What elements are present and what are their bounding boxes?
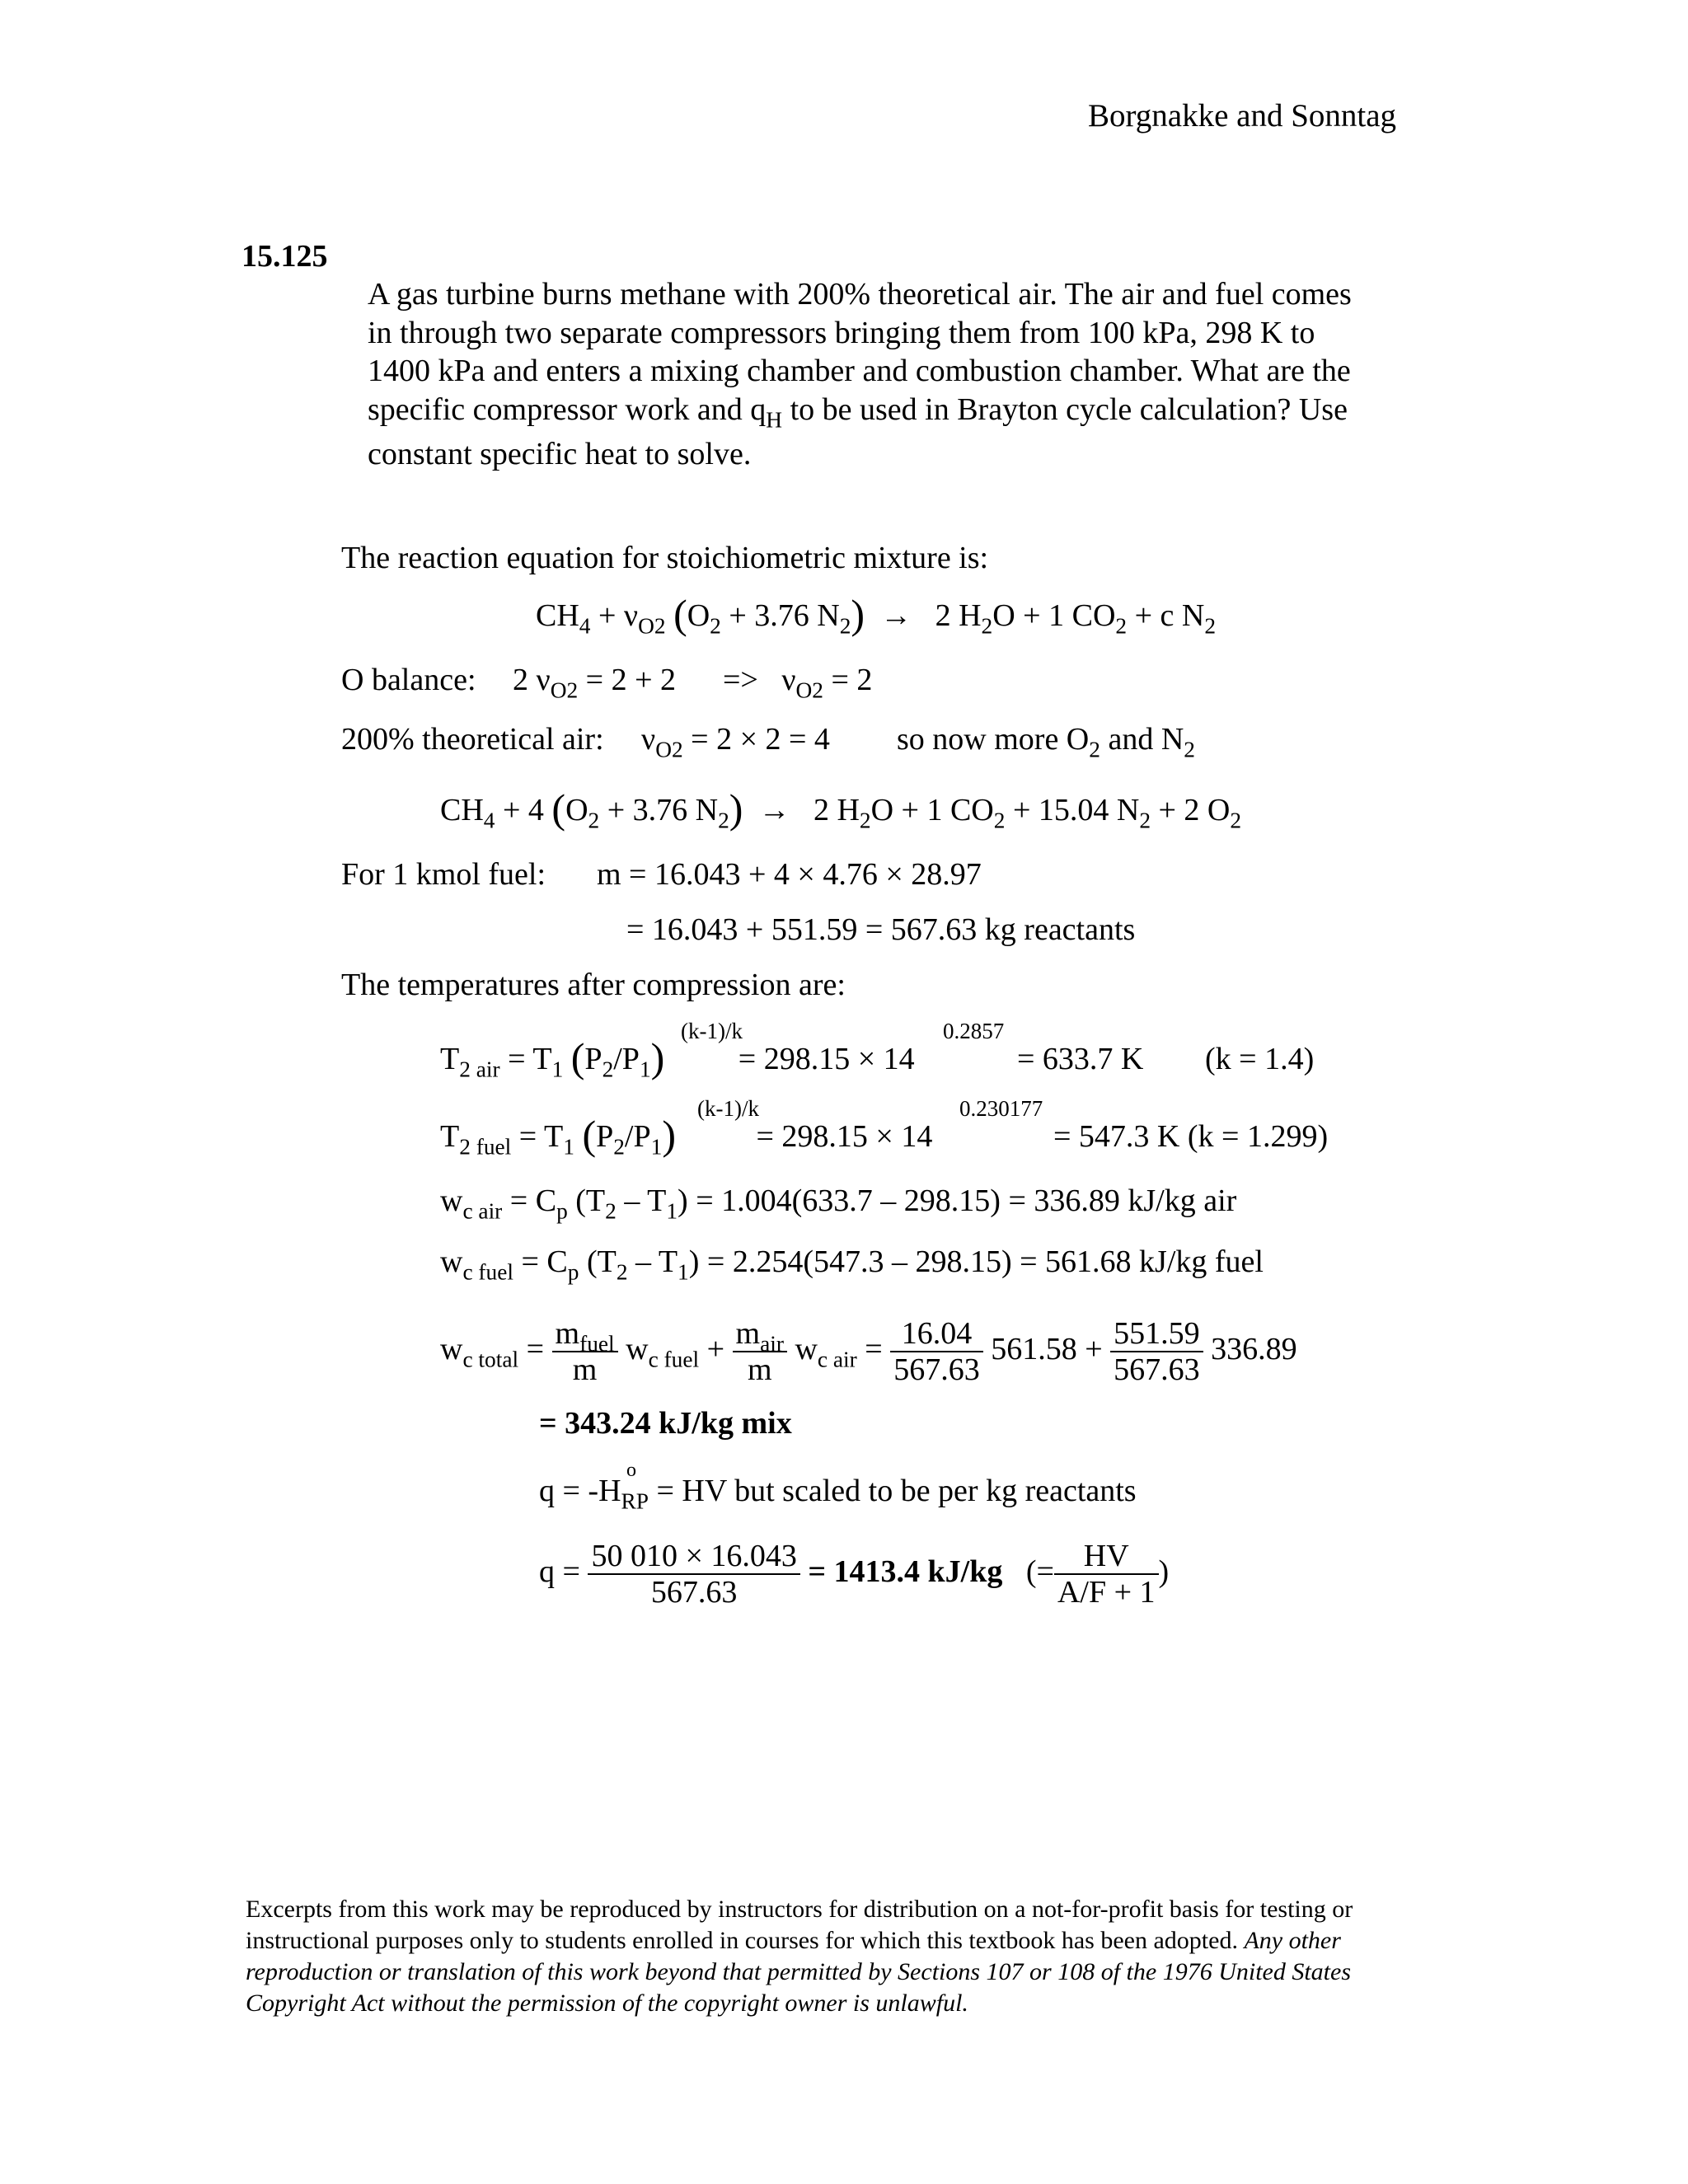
frac-q: $\frac{50 010 \times 16.043}{567.63}$ xyxy=(588,1539,799,1610)
stoich-equation: $CH_4 + \nu_{O2}$ ($O_2 + 3.76$ $N_2) \to 2$ $H_2O + 1$ $CO_2 + c$ $N_2$ xyxy=(536,591,1217,639)
k-air: (k = 1.4) xyxy=(1205,1042,1315,1076)
standard-state-circle: o xyxy=(626,1460,636,1481)
wc-total-result: = 343.24 kJ/kg mix xyxy=(539,1406,792,1441)
q-definition: $q = -H_{RP}$ = HV but scaled to be per kg reactants xyxy=(539,1474,1137,1514)
problem-line-2: in through two separate compressors bringing them from 100 kPa, 298 K to xyxy=(368,316,1315,350)
mass-line-2: = 16.043 + 551.59 = 567.63 kg reactants xyxy=(626,912,1136,947)
problem-line-3: 1400 kPa and enters a mixing chamber and combustion chamber. What are the xyxy=(368,354,1351,388)
t2-fuel-power: 0.230177 xyxy=(959,1096,1043,1121)
problem-line-4: specific compressor work and $q_H$ to be used in Brayton cycle calculation? Use xyxy=(368,392,1348,433)
o-balance-eq: 2 $\nu_{O2} = 2 + 2$ => $\nu_{O2} = 2$ xyxy=(513,663,873,703)
t2-air-equation: $T_{2 air} = T_1$ $(P_2/P_1) = 298.15 \times 14$ xyxy=(440,1034,915,1082)
t2-fuel-equation: $T_{2 fuel} = T_1$ $(P_2/P_1) = 298.15 \times 14$ xyxy=(440,1112,933,1160)
mass-line-1: m = 16.043 + 4 × 4.76 × 28.97 xyxy=(597,857,982,892)
problem-line-1: A gas turbine burns methane with 200% theoretical air. The air and fuel comes xyxy=(368,277,1352,312)
header-authors: Borgnakke and Sonntag xyxy=(1088,98,1397,134)
copyright-footer: Excerpts from this work may be reproduced by instructors for distribution on a not-for-profit basis for testing or instructional purposes only to students enrolled in courses for which this textbook has been adopted. Any other reproduction or translation of this work beyond that permitted by Sections 107 or 108 of the 1976 United States Copyright Act without the permission of the copyright owner is unlawful. xyxy=(246,1896,1353,2017)
frac-mfuel-m: $\frac{m_{fuel}}{m}$ xyxy=(552,1316,618,1387)
frac-air-fraction: $\frac{551.59}{567.63}$ xyxy=(1110,1316,1203,1387)
problem-line-5: constant specific heat to solve. xyxy=(368,437,752,471)
t2-air-result: = 633.7 K xyxy=(1017,1042,1144,1076)
t2-fuel-exponent: (k-1)/k xyxy=(697,1096,759,1121)
wc-air-equation: $w_{c air} = C_p$ $(T_2 - T_1) = 1.004(633.7 - 298.15) = 336.89$ kJ/kg air xyxy=(440,1183,1237,1224)
theo-air-eq: $\nu_{O2} = 2 \times 2 = 4$ xyxy=(641,722,830,762)
frac-fuel-fraction: $\frac{16.04}{567.63}$ xyxy=(890,1316,983,1387)
temps-intro: The temperatures after compression are: xyxy=(341,968,846,1002)
t2-air-exponent: (k-1)/k xyxy=(681,1019,743,1043)
reaction-intro: The reaction equation for stoichiometric mixture is: xyxy=(341,541,989,575)
wc-total-equation: $w_{c total}$ = $\frac{m_{fuel}}{m}$ $w_{c fuel}$ + $\frac{m_{air}}{m}$ $w_{c air}$ = $\frac{16.04}{567.63}$ 561.58 + $\frac{551.59}{567.63}$ 336.89 xyxy=(440,1316,1297,1388)
frac-hv: $\frac{HV}{A/F + 1}$ xyxy=(1054,1539,1159,1610)
more-o2-n2: so now more $O_2$ and $N_2$ xyxy=(897,722,1195,762)
actual-reaction: $CH_4 + 4$ ($O_2 + 3.76$ $N_2) \to 2$ $H_2O + 1$ $CO_2 + 15.04$ $N_2 + 2$ $O_2$ xyxy=(440,785,1242,833)
o-balance-label: O balance: xyxy=(341,663,476,697)
q-result: = 1413.4 kJ/kg xyxy=(808,1554,1003,1589)
problem-number: 15.125 xyxy=(241,239,328,274)
t2-fuel-result: = 547.3 K (k = 1.299) xyxy=(1053,1119,1329,1154)
theo-air-label: 200% theoretical air: xyxy=(341,722,604,757)
frac-mair-m: $\frac{m_{air}}{m}$ xyxy=(733,1316,787,1387)
q-equation: q = $\frac{50 010 \times 16.043}{567.63}$ = 1413.4 kJ/kg (= $\frac{HV}{A/F + 1}$ ) xyxy=(539,1539,1170,1610)
wc-fuel-equation: $w_{c fuel} = C_p$ $(T_2 - T_1) = 2.254(547.3 - 298.15) = 561.68$ kJ/kg fuel xyxy=(440,1244,1264,1285)
fuel-mass-label: For 1 kmol fuel: xyxy=(341,857,546,892)
t2-air-power: 0.2857 xyxy=(943,1019,1005,1043)
